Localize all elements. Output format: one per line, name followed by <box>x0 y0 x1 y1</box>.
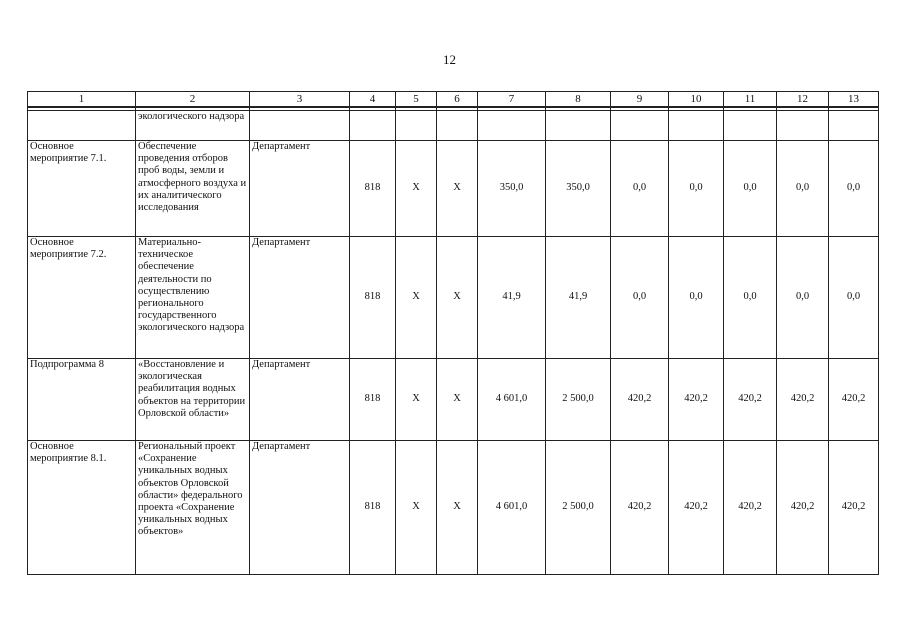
executor-cell: Департамент <box>250 141 350 237</box>
executor-cell: Департамент <box>250 237 350 359</box>
value-cell: 420,2 <box>611 441 669 575</box>
value-cell: 420,2 <box>724 359 777 441</box>
value-cell: 420,2 <box>724 441 777 575</box>
value-cell: 4 601,0 <box>478 359 546 441</box>
activity-cell: Подпрограмма 8 <box>28 359 136 441</box>
value-cell: 420,2 <box>669 359 724 441</box>
value-cell: 818 <box>350 441 396 575</box>
activity-cell: Основное мероприятие 8.1. <box>28 441 136 575</box>
column-header: 9 <box>611 92 669 108</box>
value-cell <box>669 111 724 141</box>
value-cell <box>437 111 478 141</box>
value-cell: Х <box>396 441 437 575</box>
description-cell: Материально-техническое обеспечение деятельности по осуществлению регионального государственного экологического надзора <box>136 237 250 359</box>
activity-cell <box>28 111 136 141</box>
value-cell: 0,0 <box>611 141 669 237</box>
value-cell: 420,2 <box>611 359 669 441</box>
value-cell: 0,0 <box>669 237 724 359</box>
table-row <box>28 111 879 141</box>
table-row <box>28 359 879 441</box>
value-cell: 350,0 <box>546 141 611 237</box>
value-cell: 420,2 <box>777 359 829 441</box>
column-header: 2 <box>136 92 250 108</box>
value-cell: 0,0 <box>829 141 879 237</box>
value-cell: Х <box>437 141 478 237</box>
value-cell: 0,0 <box>777 141 829 237</box>
value-cell: 420,2 <box>777 441 829 575</box>
value-cell <box>350 111 396 141</box>
value-cell: 420,2 <box>669 441 724 575</box>
column-header: 13 <box>829 92 879 108</box>
column-header: 7 <box>478 92 546 108</box>
table-row <box>28 237 879 359</box>
value-cell: 818 <box>350 141 396 237</box>
value-cell: 420,2 <box>829 441 879 575</box>
value-cell <box>396 111 437 141</box>
column-header: 1 <box>28 92 136 108</box>
description-cell: экологического надзора <box>136 111 250 141</box>
value-cell: 41,9 <box>478 237 546 359</box>
value-cell: Х <box>437 237 478 359</box>
column-header: 11 <box>724 92 777 108</box>
value-cell: 818 <box>350 359 396 441</box>
column-header: 12 <box>777 92 829 108</box>
description-cell: «Восстановление и экологическая реабилитация водных объектов на территории Орловской области» <box>136 359 250 441</box>
executor-cell <box>250 111 350 141</box>
value-cell: 0,0 <box>724 237 777 359</box>
value-cell: 2 500,0 <box>546 359 611 441</box>
executor-cell: Департамент <box>250 359 350 441</box>
column-header: 4 <box>350 92 396 108</box>
description-cell: Региональный проект «Сохранение уникальных водных объектов Орловской области» федерального проекта «Сохранение уникальных водных объектов» <box>136 441 250 575</box>
value-cell: 818 <box>350 237 396 359</box>
column-header: 8 <box>546 92 611 108</box>
program-budget-table <box>27 91 879 575</box>
value-cell: Х <box>437 359 478 441</box>
column-header: 10 <box>669 92 724 108</box>
page-number: 12 <box>443 52 456 67</box>
value-cell: Х <box>396 141 437 237</box>
value-cell: 350,0 <box>478 141 546 237</box>
header-row <box>28 92 879 108</box>
value-cell: 41,9 <box>546 237 611 359</box>
value-cell <box>829 111 879 141</box>
value-cell: 0,0 <box>611 237 669 359</box>
value-cell: 4 601,0 <box>478 441 546 575</box>
value-cell <box>724 111 777 141</box>
value-cell: Х <box>437 441 478 575</box>
description-cell: Обеспечение проведения отборов проб воды, земли и атмосферного воздуха и их аналитического исследования <box>136 141 250 237</box>
table-row <box>28 141 879 237</box>
column-header: 5 <box>396 92 437 108</box>
value-cell: Х <box>396 359 437 441</box>
value-cell: 2 500,0 <box>546 441 611 575</box>
value-cell: 0,0 <box>777 237 829 359</box>
value-cell: Х <box>396 237 437 359</box>
value-cell: 0,0 <box>829 237 879 359</box>
activity-cell: Основное мероприятие 7.1. <box>28 141 136 237</box>
activity-cell: Основное мероприятие 7.2. <box>28 237 136 359</box>
table-row <box>28 441 879 575</box>
column-header: 6 <box>437 92 478 108</box>
value-cell <box>546 111 611 141</box>
value-cell <box>777 111 829 141</box>
value-cell: 420,2 <box>829 359 879 441</box>
value-cell <box>611 111 669 141</box>
column-header: 3 <box>250 92 350 108</box>
value-cell: 0,0 <box>724 141 777 237</box>
executor-cell: Департамент <box>250 441 350 575</box>
value-cell <box>478 111 546 141</box>
value-cell: 0,0 <box>669 141 724 237</box>
